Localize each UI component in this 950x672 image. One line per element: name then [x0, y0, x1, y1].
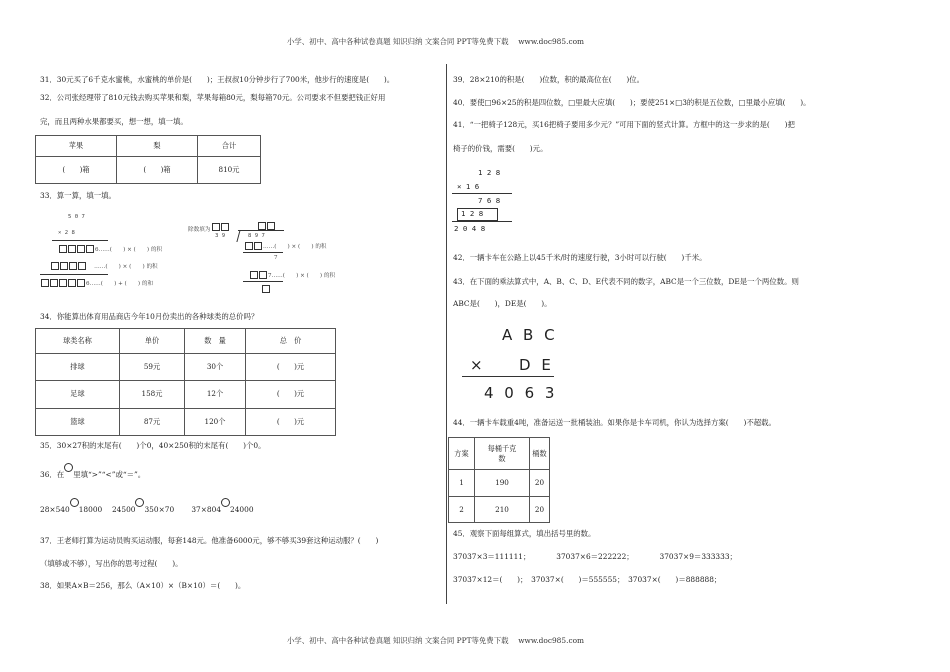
question-38: 38．如果A×B＝256，那么（A×10）×（B×10）＝( )。: [40, 581, 246, 590]
table-34-cell: 87元: [120, 408, 185, 435]
question-43-line1: 43．在下面的乘法算式中，A、B、C、D、E代表不同的数字，ABC是一个三位数，DE是一个两位数。则: [453, 277, 799, 286]
v41-partial2: 1 2 8: [461, 209, 484, 218]
question-45-row1: 37037×3＝111111； 37037×6＝222222； 37037×9＝333333；: [453, 552, 737, 561]
column-divider: [446, 64, 447, 604]
mult-33-row1: [59, 244, 162, 253]
mult-33-row2-note: ……( ) × ( ) 的积: [94, 264, 158, 270]
mult-33-row1-note: ……( ) × ( ) 的积: [98, 247, 163, 253]
table-44-cell: 190: [475, 470, 530, 497]
question-36: 36．在 里填“>”“<”或“＝”。: [40, 468, 145, 480]
table-44-cell: 210: [475, 496, 530, 523]
question-37-line1: 37．王老师打算为运动员购买运动服，每套148元。他准备6000元，够不够买39套这种运动服？( ): [40, 536, 379, 545]
division-bar: [238, 230, 284, 231]
page-header: 小学、初中、高中各种试卷真题 知识归纳 文案合同 PPT等免费下载 www.doc985.com: [287, 37, 585, 46]
question-35: 35．30×27积的末尾有( )个0，40×250积的末尾有( )个0。: [40, 441, 266, 450]
v43-product: 4 0 6 3: [484, 384, 555, 402]
table-44-cell: 1: [449, 470, 475, 497]
question-32-line2: 完，而且两种水果都要买，想一想，填一填。: [40, 117, 188, 126]
table-44: [448, 437, 550, 523]
table-32-header-total: 合计: [197, 136, 260, 157]
question-45-row2: 37037×12＝( )； 37037×( )＝555555； 37037×( )＝888888；: [453, 575, 722, 584]
question-39: 39．28×210的积是( )位数，积的最高位在( )位。: [453, 75, 645, 84]
v41-rule1: [452, 193, 512, 194]
table-44-header-count: 桶数: [530, 438, 550, 470]
table-34-cell: ( )元: [246, 408, 336, 435]
table-34-cell: 120个: [185, 408, 246, 435]
table-34: [35, 328, 336, 436]
question-43-line2: ABC是( )，DE是( )。: [453, 299, 552, 308]
table-32: [35, 135, 261, 184]
division-quotient: [258, 221, 276, 230]
table-44-cell: 20: [530, 496, 550, 523]
table-row: [36, 381, 336, 408]
mult-33-row2: [51, 261, 158, 270]
v41-top: 1 2 8: [478, 168, 501, 177]
division-rule1: [243, 252, 283, 253]
division-rule2: [243, 281, 283, 282]
v41-partial1: 7 6 8: [478, 196, 501, 205]
question-44: 44．一辆卡车载重4吨，准备运送一批桶装油。如果你是卡车司机，你认为选择方案( )不超载。: [453, 418, 776, 427]
compare-circle-icon: [221, 498, 230, 507]
division-step2-note: ……( ) × ( ) 的积: [271, 273, 336, 279]
table-row: [36, 354, 336, 381]
table-34-header-total: 总 价: [246, 329, 336, 354]
table-34-cell: 158元: [120, 381, 185, 408]
v41-product: 2 0 4 8: [454, 224, 486, 233]
table-32-header-apple: 苹果: [36, 136, 117, 157]
table-32-cell-apple: ( )箱: [36, 157, 117, 184]
v41-rule2: [452, 221, 512, 222]
question-36-items: 28×540 18000 24500 350×70 37×804 24000: [40, 503, 254, 515]
table-44-header-plan: 方案: [449, 438, 475, 470]
table-34-header-name: 球类名称: [36, 329, 120, 354]
table-34-cell: 足球: [36, 381, 120, 408]
question-45: 45．观察下面每组算式，填出括号里的数。: [453, 529, 596, 538]
compare-circle-icon: [64, 463, 73, 472]
mult-33-multiplier: × 2 8: [58, 230, 75, 236]
table-44-cell: 20: [530, 470, 550, 497]
division-label: 除数填为: [188, 223, 230, 233]
question-32-line1: 32．公司张经理带了810元钱去购买苹果和梨，苹果每箱80元，梨每箱70元。公司要求不但要把钱正好用: [40, 93, 386, 102]
page-footer: 小学、初中、高中各种试卷真题 知识归纳 文案合同 PPT等免费下载 www.doc985.com: [287, 636, 585, 645]
division-step1: [245, 241, 327, 250]
question-42: 42．一辆卡车在公路上以45千米/时的速度行驶，3小时可以行驶( )千米。: [453, 253, 707, 262]
division-final: [262, 284, 271, 293]
table-34-cell: 12个: [185, 381, 246, 408]
question-41-line2: 椅子的价钱，需要( )元。: [453, 144, 548, 153]
mult-33-top: 5 0 7: [68, 214, 85, 220]
table-32-header-pear: 梨: [116, 136, 197, 157]
question-41-line1: 41．“一把椅子128元，买16把椅子要用多少元？”可用下面的竖式计算。方框中的这一步求的是( )把: [453, 120, 795, 129]
division-step2-digit: 7: [268, 273, 272, 279]
question-33: 33．算一算，填一填。: [40, 191, 116, 200]
division-dividend: 8 9 7: [248, 233, 265, 239]
v43-times: ×: [470, 356, 483, 374]
table-44-cell: 2: [449, 496, 475, 523]
table-34-cell: 59元: [120, 354, 185, 381]
division-remainder7: 7: [274, 255, 278, 261]
mult-33-rule1: [52, 240, 108, 241]
table-32-cell-total: 810元: [197, 157, 260, 184]
mult-33-digit6: 6: [95, 247, 99, 253]
division-step1-note: ……( ) × ( ) 的积: [263, 244, 327, 250]
question-37-line2: （填够或不够），写出你的思考过程( )。: [40, 559, 183, 568]
table-44-header-weight: 每桶千克 数: [475, 438, 530, 470]
compare-circle-icon: [70, 498, 79, 507]
table-row: [449, 470, 550, 497]
mult-33-rule2: [40, 274, 108, 275]
question-34: 34．你能算出体育用品商店今年10月份卖出的各种球类的总价吗？: [40, 312, 259, 321]
table-34-cell: 30个: [185, 354, 246, 381]
division-divisor: 3 9: [215, 233, 226, 239]
table-34-cell: 篮球: [36, 408, 120, 435]
table-34-cell: ( )元: [246, 381, 336, 408]
table-34-cell: 排球: [36, 354, 120, 381]
question-31: 31．30元买了6千克水蜜桃，水蜜桃的单价是( )；王叔叔10分钟步行了700米，他步行的速度是( )。: [40, 75, 395, 84]
table-34-header-price: 单价: [120, 329, 185, 354]
v43-abc: A B C: [502, 326, 555, 344]
table-32-cell-pear: ( )箱: [116, 157, 197, 184]
division-bracket: [236, 230, 240, 242]
mult-33-row3: 6……( ) + ( ) 的和: [41, 278, 153, 287]
v41-multiplier: × 1 6: [457, 182, 480, 191]
table-row: [449, 496, 550, 523]
table-row: [36, 408, 336, 435]
division-step2: [250, 270, 335, 279]
mult-33-row3-note: ……( ) + ( ) 的和: [89, 281, 154, 287]
table-34-cell: ( )元: [246, 354, 336, 381]
question-40: 40．要使□96×25的积是四位数，□里最大应填( )；要使251×□3的积是五位数，□里最小应填( )。: [453, 98, 811, 107]
v43-rule: [462, 376, 554, 377]
v43-de: D E: [519, 356, 551, 374]
table-34-header-qty: 数 量: [185, 329, 246, 354]
